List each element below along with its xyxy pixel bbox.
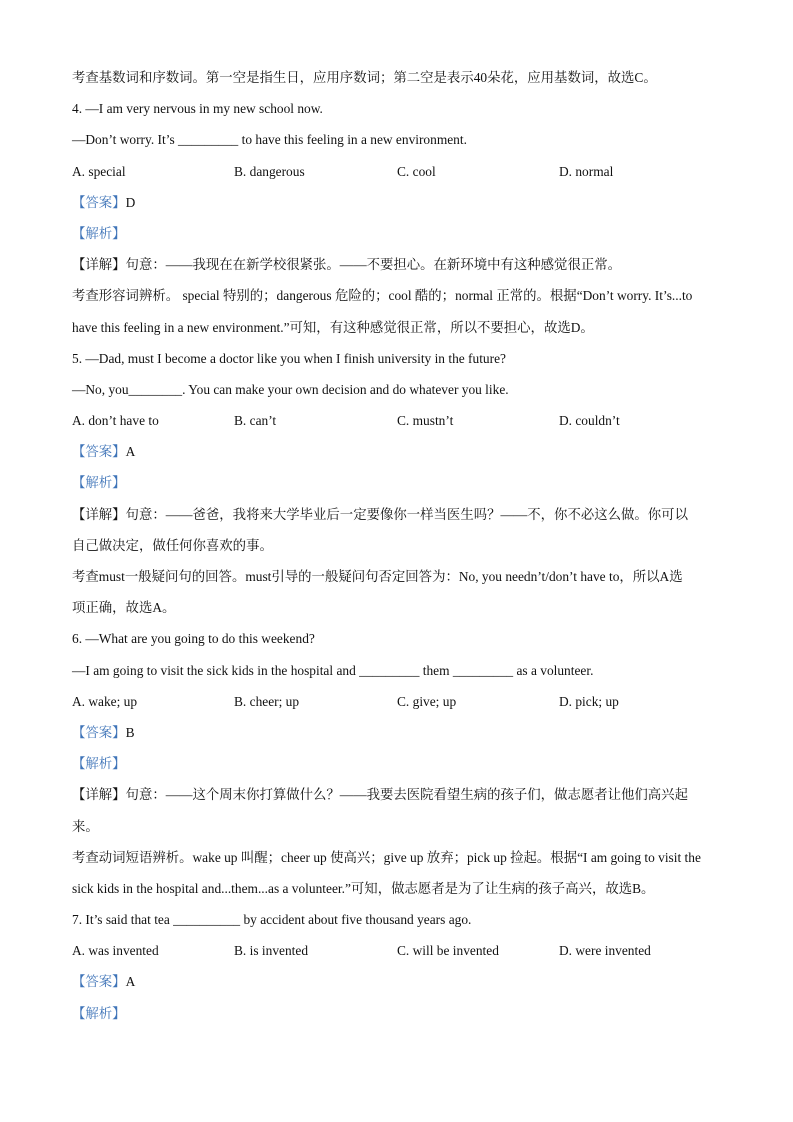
text-line: 考查动词短语辨析。wake up 叫醒；cheer up 使高兴；give up 放弃；pick up 捡起。根据“I am going to visit the [72, 849, 701, 865]
answer-options [72, 405, 732, 436]
answer-line [72, 966, 732, 997]
text-line: 来。 [72, 818, 99, 834]
option-c: C. cool [397, 163, 436, 179]
option-a: A. special [72, 163, 126, 179]
option-a: A. don’t have to [72, 413, 159, 429]
text-line: 考查基数词和序数词。第一空是指生日，应用序数词；第二空是表示40朵花，应用基数词，故选C。 [72, 70, 657, 85]
text-line: —No, you________. You can make your own decision and do whatever you like. [72, 381, 509, 397]
text-line: 7. It’s said that tea __________ by accident about five thousand years ago. [72, 912, 472, 928]
answer-value: B [125, 724, 135, 740]
answer-value: D [125, 194, 136, 210]
answer-line [72, 436, 732, 467]
text-line: 考查形容词辨析。 special 特别的；dangerous 危险的；cool 酷的；normal 正常的。根据“Don’t worry. It’s...to [72, 288, 693, 304]
text-line: 自己做决定，做任何你喜欢的事。 [72, 537, 273, 553]
option-b: B. cheer; up [234, 693, 300, 709]
text-line: 6. —What are you going to do this weekend? [72, 631, 315, 647]
text-line: 【详解】句意：——这个周末你打算做什么？——我要去医院看望生病的孩子们，做志愿者让他们高兴起 [72, 787, 688, 803]
analysis-label: 【解析】 [72, 756, 126, 772]
answer-options [72, 156, 732, 187]
option-b: B. is invented [234, 943, 309, 959]
text-line: sick kids in the hospital and...them...as a volunteer.”可知，做志愿者是为了让生病的孩子高兴，故选B。 [72, 880, 655, 896]
option-c: C. will be invented [397, 943, 499, 959]
document-page [72, 62, 732, 1029]
answer-options [72, 686, 732, 717]
text-line: —Don’t worry. It’s _________ to have this feeling in a new environment. [72, 132, 467, 148]
analysis-label: 【解析】 [72, 225, 126, 241]
answer-value: A [125, 444, 136, 460]
text-line: 项正确，故选A。 [72, 600, 176, 616]
answer-options [72, 935, 732, 966]
option-d: D. normal [559, 163, 614, 179]
option-c: C. mustn’t [397, 413, 454, 429]
option-b: B. dangerous [234, 163, 305, 179]
text-line: 5. —Dad, must I become a doctor like you when I finish university in the future? [72, 350, 506, 366]
option-b: B. can’t [234, 413, 277, 429]
answer-line [72, 187, 732, 218]
text-line: 【详解】句意：——爸爸，我将来大学毕业后一定要像你一样当医生吗？——不，你不必这么做。你可以 [72, 506, 688, 522]
answer-label: 【答案】 [72, 724, 126, 740]
option-a: A. was invented [72, 943, 159, 959]
answer-label: 【答案】 [72, 194, 126, 210]
option-a: A. wake; up [72, 693, 138, 709]
text-line: 考查must一般疑问句的回答。must引导的一般疑问句否定回答为：No, you needn’t/don’t have to，所以A选 [72, 569, 683, 584]
text-line: —I am going to visit the sick kids in the hospital and _________ them _________ as a volunteer. [72, 662, 594, 678]
option-c: C. give; up [397, 693, 457, 709]
option-d: D. pick; up [559, 693, 619, 709]
option-d: D. couldn’t [559, 413, 620, 429]
answer-label: 【答案】 [72, 974, 126, 990]
text-line: have this feeling in a new environment.”可知，有这种感觉很正常，所以不要担心，故选D。 [72, 319, 594, 335]
answer-line [72, 717, 732, 748]
analysis-label: 【解析】 [72, 1005, 126, 1021]
text-line: 4. —I am very nervous in my new school now. [72, 101, 323, 117]
answer-value: A [125, 974, 136, 990]
option-d: D. were invented [559, 943, 651, 959]
text-line: 【详解】句意：——我现在在新学校很紧张。——不要担心。在新环境中有这种感觉很正常。 [72, 257, 622, 273]
answer-label: 【答案】 [72, 444, 126, 460]
analysis-label: 【解析】 [72, 475, 126, 491]
